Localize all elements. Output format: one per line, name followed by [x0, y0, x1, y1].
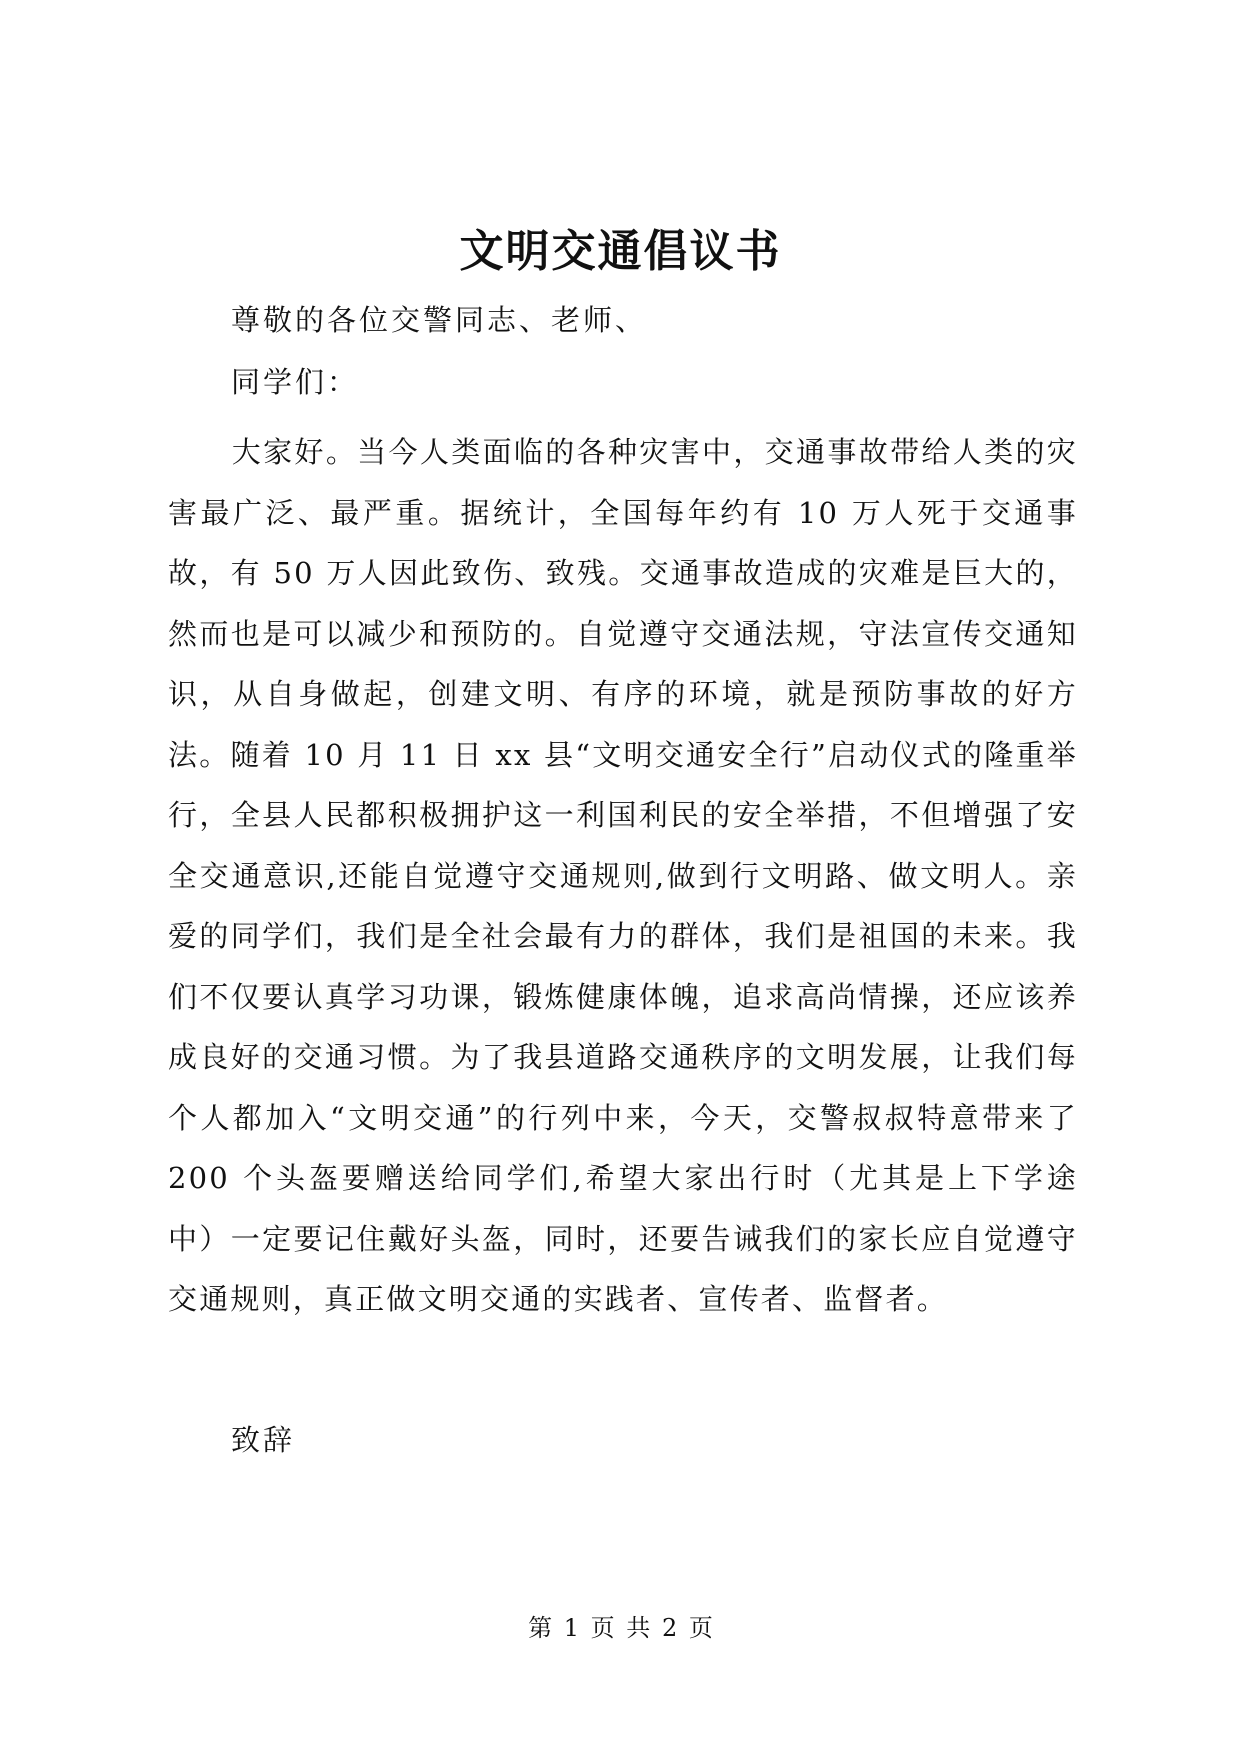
- salutation-line-1: 尊敬的各位交警同志、老师、: [231, 303, 648, 337]
- salutation-line-2: 同学们：: [231, 365, 360, 399]
- page-number-footer: 第 1 页 共 2 页: [528, 1614, 713, 1642]
- document-title: 文明交通倡议书: [459, 226, 782, 277]
- body-paragraph: 大家好。当今人类面临的各种灾害中，交通事故带给人类的灾害最广泛、最严重。据统计，全国每年约有 10 万人死于交通事故，有 50 万人因此致伤、致残。交通事故造成的灾难是巨大的，然而也是可以减少和预防的。自觉遵守交通法规，守法宣传交通知识，从自身做起，创建文明、有序的环境，就是预防事故的好方法。随着 10 月 11 日 xx 县“文明交通安全行”启动仪式的隆重举行，全县人民都积极拥护这一利国利民的安全举措，不但增强了安全交通意识,还能自觉遵守交通规则,做到行文明路、做文明人。亲爱的同学们，我们是全社会最有力的群体，我们是祖国的未来。我们不仅要认真学习功课，锻炼健康体魄，追求高尚情操，还应该养成良好的交通习惯。为了我县道路交通秩序的文明发展，让我们每个人都加入“文明交通”的行列中来，今天，交警叔叔特意带来了 200 个头盔要赠送给同学们,希望大家出行时（尤其是上下学途中）一定要记住戴好头盔，同时，还要告诫我们的家长应自觉遵守交通规则，真正做文明交通的实践者、宣传者、监督者。: [168, 435, 1078, 1316]
- closing-line: 致辞: [231, 1423, 296, 1457]
